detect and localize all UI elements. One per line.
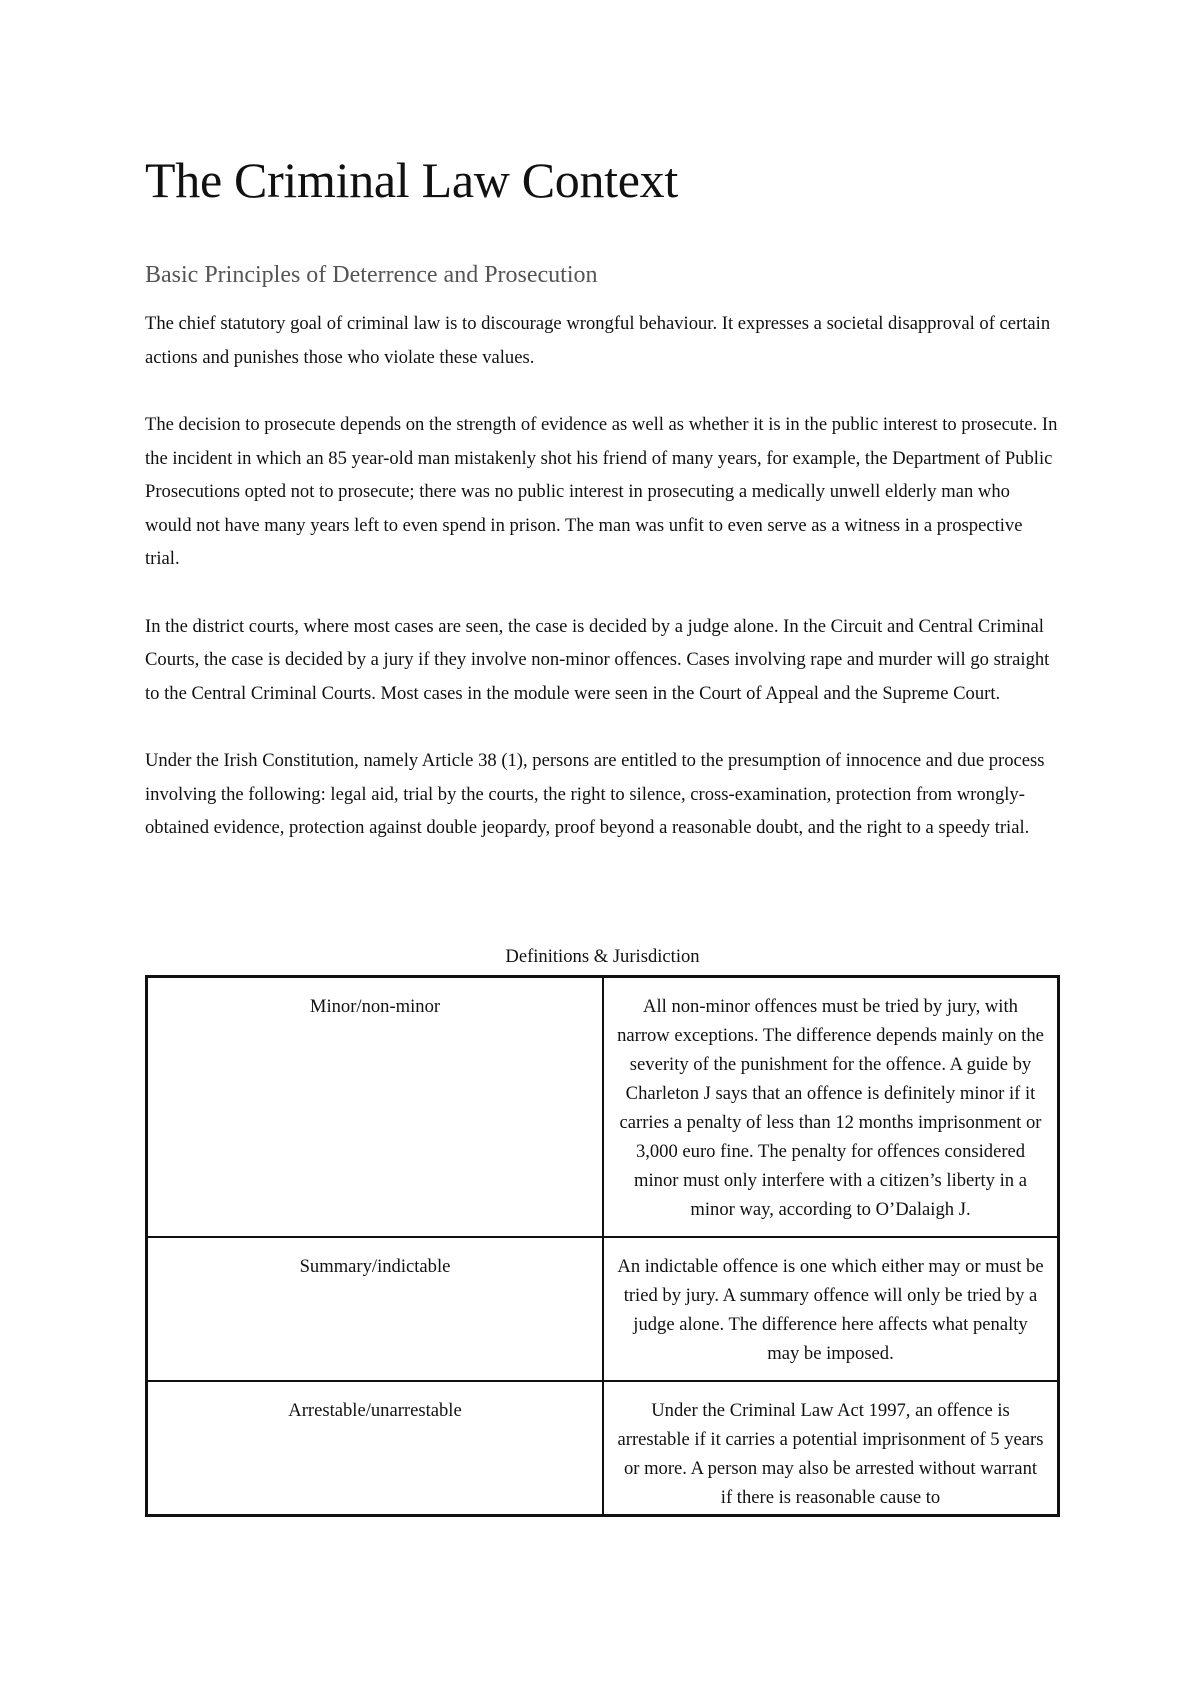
paragraph-courts: In the district courts, where most cases are seen, the case is decided by a judge alone. In the Circuit and Central Criminal Courts, the case is decided by a jury if they involve non-minor offences. Cases involving rape and murder will go straight to the Central Criminal Courts. Most cases in the module were seen in the Court of Appeal and the Supreme Court. bbox=[145, 615, 1050, 704]
table-row bbox=[147, 1237, 1059, 1381]
body-text bbox=[145, 307, 1060, 879]
paragraph-prosecution: The decision to prosecute depends on the strength of evidence as well as whether it is in the public interest to prosecute. In the incident in which an 85 year-old man mistakenly shot his friend of many years, for example, the Department of Public Prosecutions opted not to prosecute; there was no public interest in prosecuting a medically unwell elderly man who would not have many years left to even spend in prison. The man was unfit to even serve as a witness in a prospective trial. bbox=[145, 414, 1058, 569]
table-cell-description: An indictable offence is one which either may or must be tried by jury. A summary offence will only be tried by a judge alone. The difference here affects what penalty may be imposed. bbox=[603, 1237, 1059, 1381]
section-heading: Basic Principles of Deterrence and Prosecution bbox=[145, 262, 598, 288]
paragraph-constitution: Under the Irish Constitution, namely Article 38 (1), persons are entitled to the presumption of innocence and due process involving the following: legal aid, trial by the courts, the right to silence, cross-examination, protection from wrongly-obtained evidence, protection against double jeopardy, proof beyond a reasonable doubt, and the right to a speedy trial. bbox=[145, 750, 1045, 838]
table-cell-description: Under the Criminal Law Act 1997, an offence is arrestable if it carries a potential imprisonment of 5 years or more. A person may also be arrested without warrant if there is reasonable cause to bbox=[603, 1381, 1059, 1516]
table-cell-term: Minor/non-minor bbox=[147, 977, 604, 1238]
paragraph-deterrence: The chief statutory goal of criminal law is to discourage wrongful behaviour. It expresses a societal disapproval of certain actions and punishes those who violate these values. bbox=[145, 313, 1051, 368]
definitions-table bbox=[145, 975, 1060, 1517]
table-cell-term: Summary/indictable bbox=[147, 1237, 604, 1381]
table-row bbox=[147, 977, 1059, 1238]
table-caption: Definitions & Jurisdiction bbox=[505, 946, 700, 967]
table-cell-term: Arrestable/unarrestable bbox=[147, 1381, 604, 1516]
table-row bbox=[147, 1381, 1059, 1516]
table-cell-description: All non-minor offences must be tried by jury, with narrow exceptions. The difference depends mainly on the severity of the punishment for the offence. A guide by Charleton J says that an offence is definitely minor if it carries a penalty of less than 12 months imprisonment or 3,000 euro fine. The penalty for offences considered minor must only interfere with a citizen’s liberty in a minor way, according to O’Dalaigh J. bbox=[603, 977, 1059, 1238]
document-title: The Criminal Law Context bbox=[145, 152, 678, 208]
